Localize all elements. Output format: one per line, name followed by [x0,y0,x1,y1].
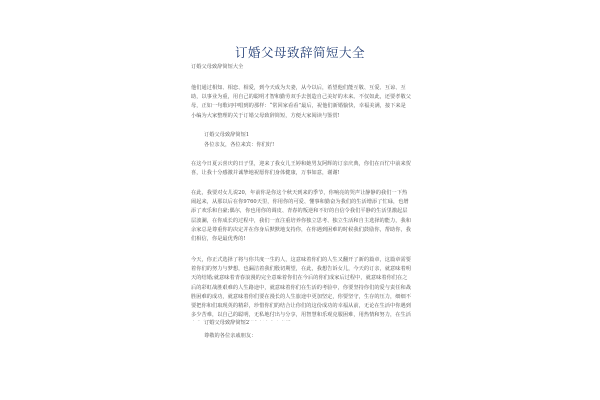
document-title: 订婚父母致辞简短大全 [234,45,365,60]
greeting-2: 尊敬的各位亲戚朋友： [204,333,257,339]
paragraph-1: 在这今日夏云喜庆的日子里，迎来了我女儿王婷和她男友阿辉的订亲庆典，你们在百忙中前来贺喜，让我十分感激并诚挚地祝愿你们身体健康，万事如意，谢谢! [191,161,411,177]
paragraph-2: 在此，我要对女儿说20，年前你是你这个秋天到来的季节，你响亮的哭声让静静的我们一下热闹起来，从那以后在你9760天里，你用你的可爱、懂事和勤奋为我们的生活增添了忙碌，也增添了欢乐和自豪;偶尔，你也用你的调皮、青春的叛逆和不好的自信令我们平静的生活里激起层层波澜，在你成长的过程中，我们一直注重培养你独立思考、独立生活和自主选择的能力，我和余家总是尊重你的决定并在你身后默默地支持你，在你遇到困难的时候我们鼓励你，帮助你，我们相信，你是最优秀的! [191,190,411,243]
section-heading-1: 订婚父母致辞简短1 [204,132,250,138]
greeting-1: 各位亲友，各位来宾：你们好! [204,142,275,148]
section-heading-2: 订婚父母致辞简短2 [204,320,250,326]
paragraph-3: 今天，你正式选择了将与你共度一生的人，这意味着你们的人生又翻开了新的篇章，这篇章需要着你们的努力与梦想，也漏洁着我们殷切期望，在此，我想告诉女儿，今天的订亲，就意味着明天的结婚;就意味着青春浪漫的完全意味着你们在今后的你们成家后过程中，就意味着你们在之后的彩虹战胜艰难的人生路途中，就意味着你们在生活的考验中，你要坚持你们的爱与责任和战胜困难的成功，就意味着你们要在漫长的人生旅途中更加坚定，你要坚守，生存的压力，细细不要把你和们取现英的精彩，珍惜你们的结合让你们的这份成功的幸福从前，无论在生活中你遇到多少苦难，以自己的聪明，无私地付出与分享，用智慧和乐观克服困难，用热情和努力，在生活 [191,257,411,319]
intro-paragraph: 他们通过相知、相恋、相爱，到今天成为夫妻，从今以后，希望他们能互敬、互爱、互谅、互助，以事业为重，用自己的聪明才智和勤劳双手去创造自己美好的未来。不仅如此，还要孝敬父母，正如一句歌词中唱到的那样：“常回家看看”最后，祝他们新婚愉快，幸福美满，接下来是小编为大家整理的关于订婚父母致辞简短，方便大家阅读与鉴赏! [191,85,411,119]
document-subtitle: 订婚父母致辞简短大全 [191,64,244,70]
